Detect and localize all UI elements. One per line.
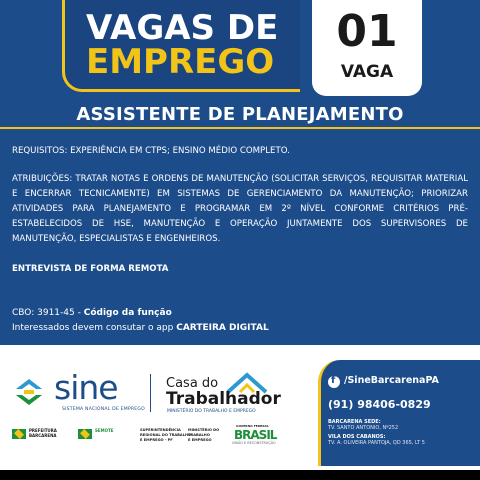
- contact-phone[interactable]: (91) 98406-0829: [328, 398, 431, 411]
- cbo-info: [12, 306, 468, 336]
- job-title: ASSISTENTE DE PLANEJAMENTO: [76, 104, 404, 125]
- sine-logo-icon: [12, 375, 50, 409]
- headline-line2: EMPREGO: [86, 42, 275, 82]
- requirements-text: REQUISITOS: EXPERIÊNCIA EM CTPS; ENSINO MÉDIO COMPLETO.: [12, 146, 290, 156]
- partner-gov-federal: GOVERNO FEDERAL: [236, 424, 269, 428]
- facebook-icon: [328, 376, 340, 388]
- prefeitura-flag-icon: [12, 429, 26, 439]
- sine-logo-subtitle: SISTEMA NACIONAL DE EMPREGO: [62, 407, 145, 412]
- address1-title: BARCARENA SEDE:: [328, 419, 381, 425]
- headline-line1: VAGAS DE: [86, 8, 279, 48]
- cbo-label: Código da função: [83, 308, 172, 318]
- consult-app: CARTEIRA DIGITAL: [176, 323, 269, 333]
- address1-value: TV. SANTO ANTONIO, Nº252: [328, 425, 399, 431]
- cbo-code: CBO: 3911-45 -: [12, 308, 81, 318]
- vacancy-label: VAGA: [340, 62, 394, 82]
- partner-prefeitura: PREFEITURA BARCARENA: [29, 428, 57, 438]
- casa-logo-line1: Casa do: [166, 376, 219, 391]
- bottom-black-strip: [0, 470, 480, 480]
- partner-semote: SEMOTE: [95, 428, 114, 433]
- logo-divider: [150, 374, 151, 412]
- consult-text: Interessados devem consutar o app: [12, 323, 174, 333]
- partner-superintendencia: SUPERINTENDÊNCIA REGIONAL DO TRABALHO E EMPREGO - PF: [140, 428, 192, 442]
- address2-title: VILA DOS CABANOS:: [328, 434, 386, 440]
- vacancy-count: 01: [336, 6, 398, 57]
- title-divider: [0, 127, 480, 129]
- brasil-logo-subtitle: UNIÃO E RECONSTRUÇÃO: [232, 441, 276, 445]
- semote-flag-icon: [78, 429, 92, 439]
- casa-logo-line2: Trabalhador: [166, 389, 281, 409]
- interview-text: ENTREVISTA DE FORMA REMOTA: [12, 264, 169, 274]
- partner-ministerio: MINISTÉRIO DO TRABALHO E EMPREGO: [188, 428, 220, 442]
- casa-logo-subtitle: MINISTÉRIO DO TRABALHO E EMPREGO: [167, 409, 256, 414]
- duties-text: ATRIBUIÇÕES: TRATAR NOTAS E ORDENS DE MANUTENÇÃO (SOLICITAR SERVIÇOS, REQUISITAR MATERIAL E ENCERRAR TECNICAMENTE) EM SISTEMAS DE GERENCIAMENTO DA MANUTENÇÃO; PRIORIZAR ATIVIDADES PARA PLANEJAMENTO E PROGRAMAR EM 2º NÍVEL CONFORME CRITÉRIOS PRÉ-ESTABELECIDOS DE HSE, MANUTENÇÃO E OPERAÇÃO JUNTAMENTE DOS SUPERVISORES DE MANUTENÇÃO, ESPECIALISTAS E ENGENHEIROS.: [12, 174, 468, 244]
- brasil-logo: BRASIL: [234, 428, 277, 442]
- vacancy-card: [312, 0, 422, 96]
- facebook-handle[interactable]: /SineBarcarenaPA: [344, 375, 439, 386]
- sine-logo-text: sine: [54, 368, 118, 407]
- address2-value: TV. A. OLIVEIRA PANTOJA, QD 365, LT 5: [328, 440, 425, 446]
